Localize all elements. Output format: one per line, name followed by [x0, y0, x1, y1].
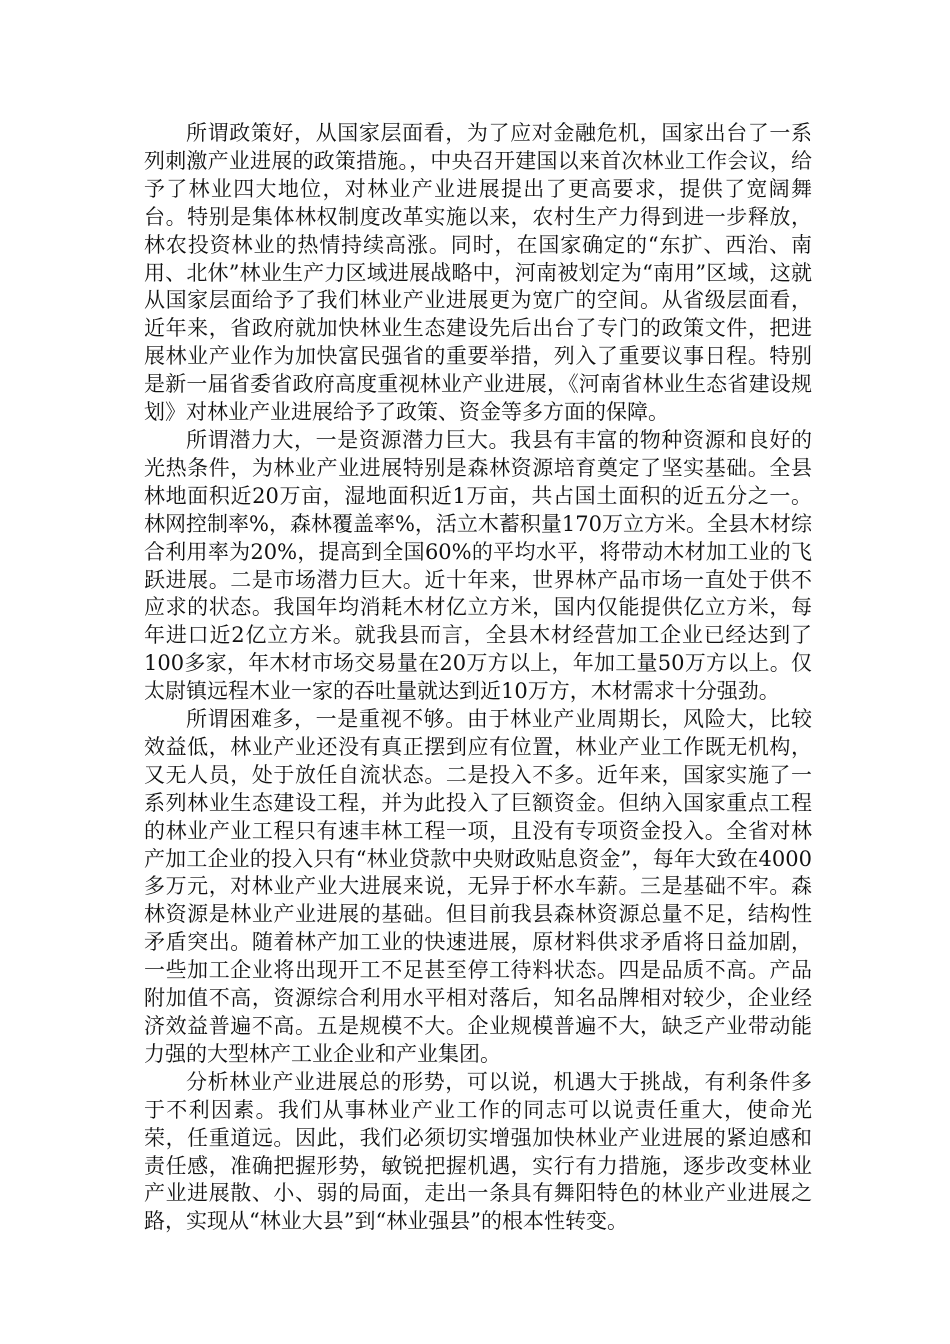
paragraph-analysis: 分析林业产业进展总的形势，可以说，机遇大于挑战，有利条件多于不利因素。我们从事林业产业工作的同志可以说责任重大，使命光荣，任重道远。因此，我们必须切实增强加快林业产业进展的紧迫感和责任感，准确把握形势，敏锐把握机遇，实行有力措施，逐步改变林业产业进展散、小、弱的局面，走出一条具有舞阳特色的林业产业进展之路，实现从“林业大县”到“林业强县”的根本性转变。 — [144, 1069, 812, 1234]
document-page — [144, 120, 812, 1236]
paragraph-potential: 所谓潜力大，一是资源潜力巨大。我县有丰富的物种资源和良好的光热条件，为林业产业进展特别是森林资源培育奠定了坚实基础。全县林地面积近20万亩，湿地面积近1万亩，共占国土面积的近五分之一。林网控制率%，森林覆盖率%，活立木蓄积量170万立方米。全县木材综合利用率为20%，提高到全国60%的平均水平，将带动木材加工业的飞跃进展。二是市场潜力巨大。近十年来，世界林产品市场一直处于供不应求的状态。我国年均消耗木材亿立方米，国内仅能提供亿立方米，每年进口近2亿立方米。就我县而言，全县木材经营加工企业已经达到了100多家，年木材市场交易量在20万方以上，年加工量50万方以上。仅太尉镇远程木业一家的吞吐量就达到近10万方，木材需求十分强劲。 — [144, 427, 812, 704]
paragraph-difficulties: 所谓困难多，一是重视不够。由于林业产业周期长，风险大，比较效益低，林业产业还没有真正摆到应有位置，林业产业工作既无机构，又无人员，处于放任自流状态。二是投入不多。近年来，国家实施了一系列林业生态建设工程，并为此投入了巨额资金。但纳入国家重点工程的林业产业工程只有速丰林工程一项，且没有专项资金投入。全省对林产加工企业的投入只有“林业贷款中央财政贴息资金”，每年大致在4000多万元，对林业产业大进展来说，无异于杯水车薪。三是基础不牢。森林资源是林业产业进展的基础。但目前我县森林资源总量不足，结构性矛盾突出。随着林产加工业的快速进展，原材料供求矛盾将日益加剧，一些加工企业将出现开工不足甚至停工待料状态。四是品质不高。产品附加值不高，资源综合利用水平相对落后，知名品牌相对较少，企业经济效益普遍不高。五是规模不大。企业规模普遍不大，缺乏产业带动能力强的大型林产工业企业和产业集团。 — [144, 707, 812, 1066]
paragraph-policy: 所谓政策好，从国家层面看，为了应对金融危机，国家出台了一系列刺激产业进展的政策措施。，中央召开建国以来首次林业工作会议，给予了林业四大地位，对林业产业进展提出了更高要求，提供了宽阔舞台。特别是集体林权制度改革实施以来，农村生产力得到进一步释放，林农投资林业的热情持续高涨。同时，在国家确定的“东扩、西治、南用、北休”林业生产力区域进展战略中，河南被划定为“南用”区域，这就从国家层面给予了我们林业产业进展更为宽广的空间。从省级层面看，近年来，省政府就加快林业生态建设先后出台了专门的政策文件，把进展林业产业作为加快富民强省的重要举措，列入了重要议事日程。特别是新一届省委省政府高度重视林业产业进展，《河南省林业生态省建设规划》对林业产业进展给予了政策、资金等多方面的保障。 — [144, 121, 812, 425]
